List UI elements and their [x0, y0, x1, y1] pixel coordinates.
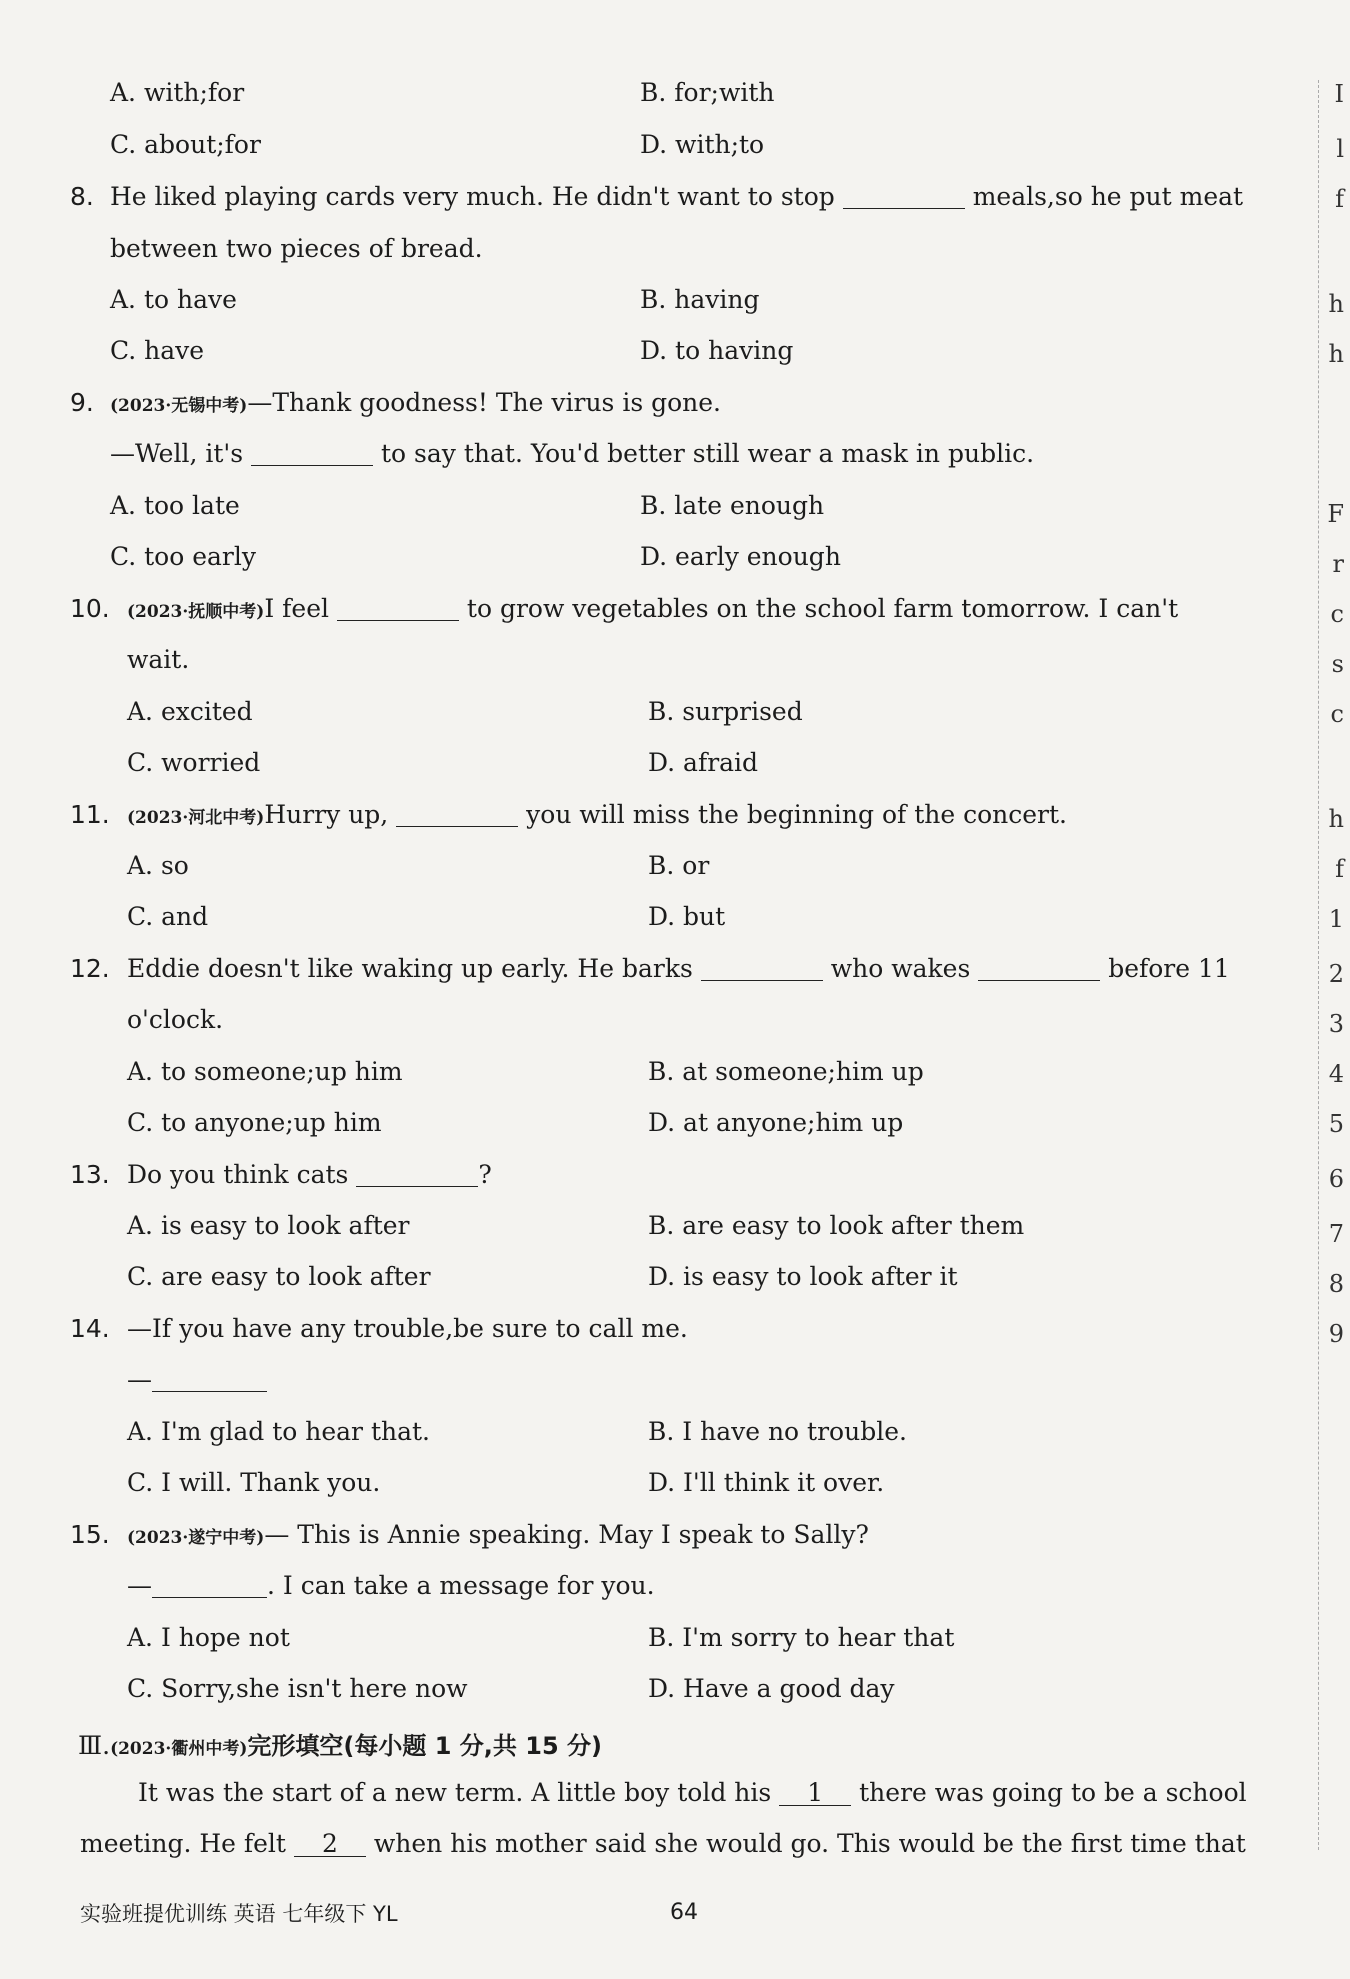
q8-option-d: D. to having [640, 336, 794, 365]
q15-number: 15. [70, 1520, 110, 1549]
q11-stem-part1: Hurry up, [264, 800, 389, 829]
q15-blank [152, 1572, 267, 1598]
q9-number: 9. [70, 388, 94, 417]
q10-stem-line2: wait. [127, 645, 190, 674]
q8-option-a: A. to have [110, 285, 237, 314]
q15-source: (2023·遂宁中考) [127, 1528, 265, 1548]
q13-blank [356, 1161, 478, 1187]
q10-option-a: A. excited [127, 697, 253, 726]
q9-stem-line1: —Thank goodness! The virus is gone. [247, 388, 721, 417]
q15-stem-line1: — This is Annie speaking. May I speak to Sally? [264, 1520, 869, 1549]
q8-option-b: B. having [640, 285, 760, 314]
passage-line1-part2: there was going to be a school [859, 1778, 1247, 1807]
right-edge-char: F [1327, 500, 1344, 528]
q15-option-b: B. I'm sorry to hear that [648, 1623, 955, 1652]
q13-stem [127, 1160, 492, 1189]
right-edge-char: 5 [1328, 1110, 1344, 1138]
q15-option-c: C. Sorry,she isn't here now [127, 1674, 468, 1703]
q12-stem-part2: who wakes [830, 954, 971, 983]
q9-option-a: A. too late [110, 491, 240, 520]
q9-option-d: D. early enough [640, 542, 841, 571]
section-3-title: 完形填空(每小题 1 分,共 15 分) [247, 1732, 602, 1760]
q10-number: 10. [70, 594, 110, 623]
q7-option-d: D. with;to [640, 130, 765, 159]
q11-option-c: C. and [127, 902, 209, 931]
q13-number: 13. [70, 1160, 110, 1189]
right-edge-char: f [1335, 855, 1344, 883]
q12-stem-part1: Eddie doesn't like waking up early. He barks [127, 954, 693, 983]
right-edge-char: r [1332, 550, 1344, 578]
right-edge-char: 6 [1328, 1165, 1344, 1193]
q12-stem [127, 954, 1230, 983]
page-number: 64 [670, 1900, 698, 1925]
q12-number: 12. [70, 954, 110, 983]
q8-stem [110, 182, 1243, 211]
q11-stem-part2: you will miss the beginning of the concert. [526, 800, 1068, 829]
adjacent-column-edge [1322, 60, 1350, 1860]
q8-number: 8. [70, 182, 94, 211]
q11-number: 11. [70, 800, 110, 829]
passage-line2-part1: meeting. He felt [80, 1829, 286, 1858]
q10-option-c: C. worried [127, 748, 261, 777]
q13-option-d: D. is easy to look after it [648, 1262, 958, 1291]
q10-source: (2023·抚顺中考) [127, 602, 265, 622]
q12-blank-1 [701, 955, 823, 981]
column-divider [1318, 80, 1319, 1850]
q10-stem-part1: I feel [264, 594, 329, 623]
q9-source: (2023·无锡中考) [110, 396, 248, 416]
q12-option-c: C. to anyone;up him [127, 1108, 382, 1137]
q8-stem-line2: between two pieces of bread. [110, 234, 483, 263]
q15-stem-line2 [127, 1571, 655, 1600]
q13-stem-part1: Do you think cats [127, 1160, 349, 1189]
q13-option-c: C. are easy to look after [127, 1262, 431, 1291]
q9-stem2-part2: to say that. You'd better still wear a mask in public. [381, 439, 1035, 468]
q14-number: 14. [70, 1314, 110, 1343]
q8-stem-part2: meals,so he put meat [972, 182, 1244, 211]
q14-option-a: A. I'm glad to hear that. [127, 1417, 430, 1446]
q12-stem-part3: before 11 [1108, 954, 1230, 983]
right-edge-char: 8 [1328, 1270, 1344, 1298]
section-3-heading [78, 1726, 602, 1761]
right-edge-char: 1 [1328, 905, 1344, 933]
passage-line-2 [80, 1829, 1246, 1858]
q9-stem [110, 388, 721, 417]
q7-option-a: A. with;for [110, 78, 245, 107]
q9-option-c: C. too early [110, 542, 256, 571]
right-edge-char: h [1328, 805, 1344, 833]
right-edge-char: 9 [1328, 1320, 1344, 1348]
q15-stem2-part2: . I can take a message for you. [267, 1571, 655, 1600]
q10-stem [127, 594, 1178, 623]
q10-option-d: D. afraid [648, 748, 759, 777]
q14-option-d: D. I'll think it over. [648, 1468, 885, 1497]
right-edge-char: c [1330, 600, 1344, 628]
right-edge-char: s [1331, 650, 1344, 678]
q11-option-b: B. or [648, 851, 710, 880]
q14-stem-line2 [127, 1365, 267, 1394]
right-edge-char: 3 [1328, 1010, 1344, 1038]
q11-option-a: A. so [127, 851, 189, 880]
q7-option-b: B. for;with [640, 78, 775, 107]
q15-dash: — [127, 1571, 152, 1600]
q7-option-c: C. about;for [110, 130, 261, 159]
q13-stem-part2: ? [478, 1160, 492, 1189]
cloze-blank-2: 2 [294, 1831, 366, 1857]
q15-option-d: D. Have a good day [648, 1674, 895, 1703]
q8-blank [843, 183, 965, 209]
q14-stem-line1: —If you have any trouble,be sure to call me. [127, 1314, 688, 1343]
q14-option-c: C. I will. Thank you. [127, 1468, 381, 1497]
q8-option-c: C. have [110, 336, 205, 365]
passage-line-1 [138, 1778, 1247, 1807]
right-edge-char: f [1335, 185, 1344, 213]
right-edge-char: 2 [1328, 960, 1344, 988]
right-edge-char: c [1330, 700, 1344, 728]
q11-blank [396, 801, 518, 827]
q12-option-a: A. to someone;up him [127, 1057, 403, 1086]
cloze-blank-1: 1 [779, 1780, 851, 1806]
q9-blank [251, 440, 373, 466]
q12-blank-2 [978, 955, 1100, 981]
q8-stem-part1: He liked playing cards very much. He didn't want to stop [110, 182, 835, 211]
q13-option-a: A. is easy to look after [127, 1211, 410, 1240]
right-edge-char: h [1328, 340, 1344, 368]
right-edge-char: I [1334, 80, 1344, 108]
q9-stem2-part1: —Well, it's [110, 439, 244, 468]
q10-stem-part2: to grow vegetables on the school farm tomorrow. I can't [466, 594, 1179, 623]
passage-line1-part1: It was the start of a new term. A little boy told his [138, 1778, 772, 1807]
q11-option-d: D. but [648, 902, 726, 931]
q9-stem-line2 [110, 439, 1034, 468]
q11-stem [127, 800, 1067, 829]
section-3-number: Ⅲ. [78, 1731, 111, 1760]
q10-option-b: B. surprised [648, 697, 803, 726]
q10-blank [337, 595, 459, 621]
q15-stem [127, 1520, 869, 1549]
q12-option-b: B. at someone;him up [648, 1057, 924, 1086]
q12-option-d: D. at anyone;him up [648, 1108, 904, 1137]
q14-dash: — [127, 1365, 152, 1394]
q14-blank [152, 1366, 267, 1392]
q12-stem-line2: o'clock. [127, 1005, 224, 1034]
passage-line2-part2: when his mother said she would go. This would be the first time that [373, 1829, 1246, 1858]
q13-option-b: B. are easy to look after them [648, 1211, 1025, 1240]
right-edge-char: l [1336, 135, 1344, 163]
section-3-source: (2023·衢州中考) [110, 1739, 248, 1759]
q11-source: (2023·河北中考) [127, 808, 265, 828]
q15-option-a: A. I hope not [127, 1623, 290, 1652]
q14-option-b: B. I have no trouble. [648, 1417, 907, 1446]
q9-option-b: B. late enough [640, 491, 825, 520]
right-edge-char: h [1328, 290, 1344, 318]
right-edge-char: 4 [1328, 1060, 1344, 1088]
right-edge-char: 7 [1328, 1220, 1344, 1248]
footer-book-title: 实验班提优训练 英语 七年级下 YL [80, 1902, 398, 1926]
